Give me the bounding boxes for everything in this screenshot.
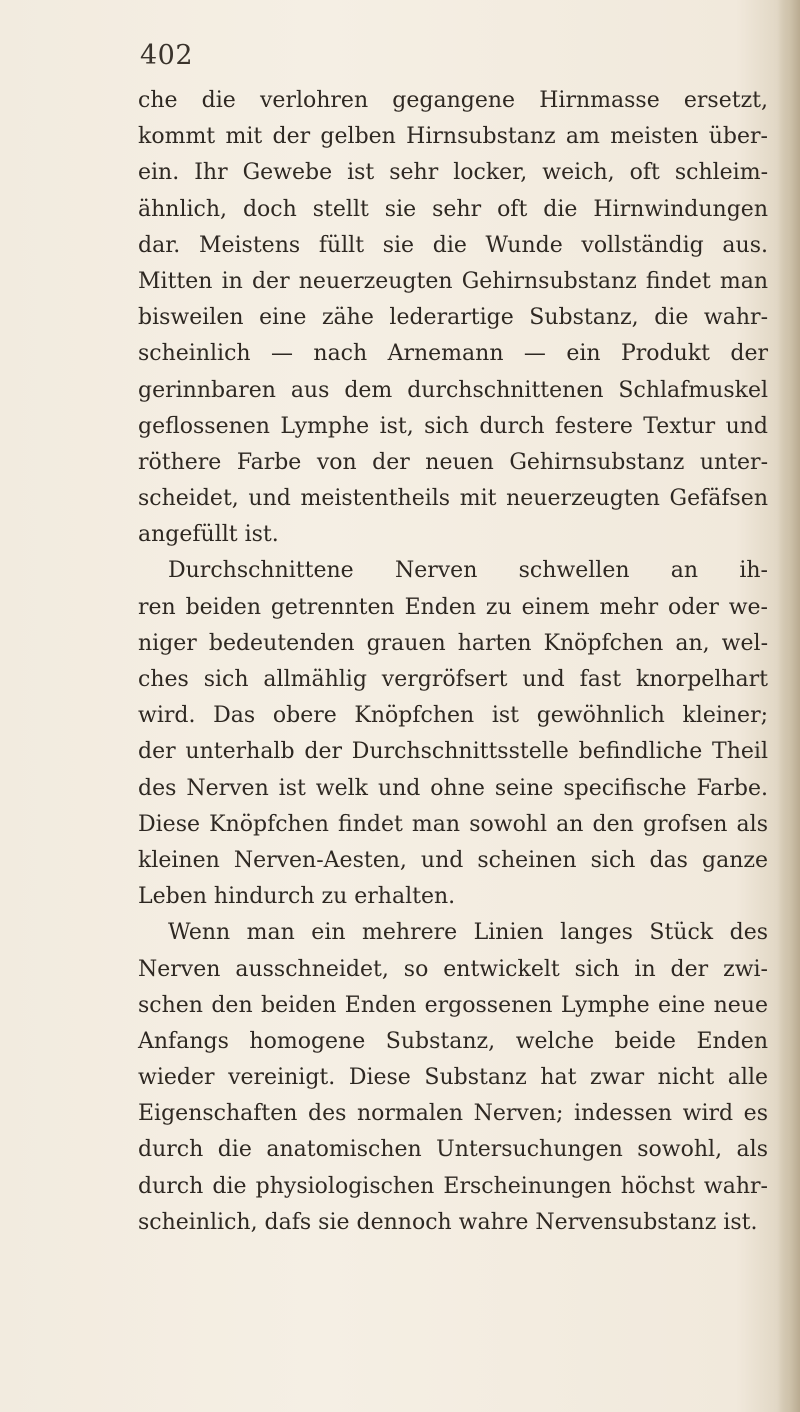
text-line: wieder vereinigt. Diese Substanz hat zwar nicht alle [138,1065,768,1091]
text-line: scheidet, und meistentheils mit neuerzeugten Gefäfsen [138,486,768,512]
text-line: wird. Das obere Knöpfchen ist gewöhnlich kleiner; [138,703,768,729]
text-line: Diese Knöpfchen findet man sowohl an den grofsen als [138,811,768,837]
paragraph-start-line: Wenn man ein mehrere Linien langes Stück des [168,920,768,946]
paragraph-end-line: angefüllt ist. [138,522,279,548]
text-line: Eigenschaften des normalen Nerven; indessen wird es [138,1101,768,1127]
page-edge-shadow [778,0,800,1412]
text-line: durch die anatomischen Untersuchungen sowohl, als [138,1137,768,1163]
text-line: Mitten in der neuerzeugten Gehirnsubstanz findet man [138,268,768,294]
text-line: Anfangs homogene Substanz, welche beide Enden [138,1028,768,1054]
text-line: bisweilen eine zähe lederartige Substanz, die wahr- [138,305,768,331]
text-line: kommt mit der gelben Hirnsubstanz am meisten über- [138,124,768,150]
text-line: ren beiden getrennten Enden zu einem mehr oder we- [138,594,768,620]
text-line: Nerven ausschneidet, so entwickelt sich in der zwi- [138,956,768,982]
text-line: dar. Meistens füllt sie die Wunde vollständig aus. [138,232,768,258]
paragraph-end-line: Leben hindurch zu erhalten. [138,884,456,910]
text-line: durch die physiologischen Erscheinungen höchst wahr- [138,1173,768,1199]
text-line: scheinlich — nach Arnemann — ein Produkt der [138,341,768,367]
text-line: der unterhalb der Durchschnittsstelle befindliche Theil [138,739,768,765]
text-line: röthere Farbe von der neuen Gehirnsubstanz unter- [138,449,768,475]
text-line: ähnlich, doch stellt sie sehr oft die Hirnwindungen [138,196,768,222]
text-line: kleinen Nerven-Aesten, und scheinen sich das ganze [138,847,768,873]
body-text [138,83,768,1241]
text-line: schen den beiden Enden ergossenen Lymphe eine neue [138,992,768,1018]
text-line: ches sich allmählig vergröfsert und fast knorpelhart [138,667,768,692]
text-line: gerinnbaren aus dem durchschnittenen Schlafmuskel [138,377,768,403]
text-line: ein. Ihr Gewebe ist sehr locker, weich, oft schleim- [138,160,768,186]
paragraph-start-line: Durchschnittene Nerven schwellen an ih- [168,558,768,584]
text-line: che die verlohren gegangene Hirnmasse ersetzt, [138,88,768,113]
text-line: des Nerven ist welk und ohne seine specifische Farbe. [138,775,768,801]
page-number: 402 [140,40,194,71]
paragraph-end-line: scheinlich, dafs sie dennoch wahre Nervensubstanz ist. [138,1209,758,1235]
text-line: geflossenen Lymphe ist, sich durch festere Textur und [138,413,768,439]
text-line: niger bedeutenden grauen harten Knöpfchen an, wel- [138,630,768,656]
